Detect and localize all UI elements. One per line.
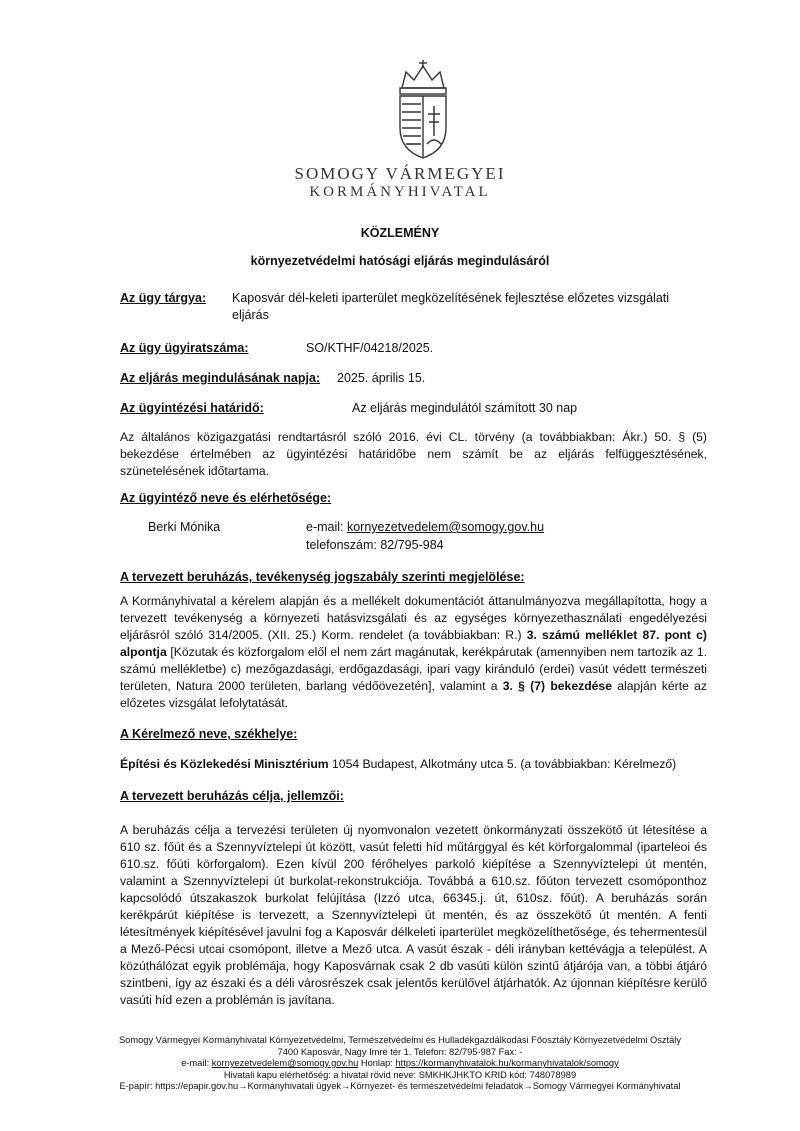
coat-of-arms-logo bbox=[380, 58, 466, 160]
institution-name-line2: KORMÁNYHIVATAL bbox=[309, 184, 491, 200]
legal-text-bold2: 3. § (7) bekezdése bbox=[502, 679, 612, 693]
footer-line3 bbox=[20, 1058, 780, 1070]
applicant-heading: A Kérelmező neve, székhelye: bbox=[120, 727, 298, 741]
footer-line4: Hivatali kapu elérhetőség: a hivatal rövid neve: SMKHKJHKTO KRID kód: 748078989 bbox=[223, 1069, 577, 1080]
institution-name-line1: SOMOGY VÁRMEGYEI bbox=[294, 164, 506, 183]
subject-value-line2: eljárás bbox=[232, 308, 269, 322]
administrator-name: Berki Mónika bbox=[148, 520, 221, 534]
footer-line2: 7400 Kaposvár, Nagy Imre tér 1. Telefon: 82/795-987 Fax: - bbox=[277, 1046, 523, 1057]
document-title: KÖZLEMÉNY bbox=[360, 226, 440, 240]
start-date-value: 2025. április 15. bbox=[337, 371, 426, 385]
applicant-name: Építési és Közlekedési Minisztérium bbox=[120, 757, 329, 771]
case-number-value: SO/KTHF/04218/2025. bbox=[306, 341, 434, 355]
administrator-email-row bbox=[306, 520, 544, 534]
legal-classification-heading: A tervezett beruházás, tevékenység jogszabály szerinti megjelölése: bbox=[120, 570, 525, 584]
footer-web-link[interactable]: https://kormanyhivatalok.hu/kormanyhivatalok/somogy bbox=[395, 1058, 619, 1068]
start-date-label: Az eljárás megindulásának napja: bbox=[120, 371, 321, 385]
footer bbox=[20, 1035, 780, 1093]
footer-web-prefix: Honlap: bbox=[358, 1058, 396, 1068]
legal-text-part3: alapján kérte az előzetes vizsgálat lefolytatását. bbox=[120, 679, 707, 710]
administrator-email-link[interactable]: kornyezetvedelem@somogy.gov.hu bbox=[346, 520, 545, 534]
email-label: e-mail: bbox=[306, 520, 347, 534]
document-subtitle: környezetvédelmi hatósági eljárás megindulásáról bbox=[250, 254, 550, 268]
administrator-heading: Az ügyintéző neve és elérhetősége: bbox=[120, 491, 332, 505]
applicant-address: 1054 Budapest, Alkotmány utca 5. (a továbbiakban: Kérelmező) bbox=[328, 757, 677, 771]
legal-classification-text bbox=[120, 593, 707, 712]
footer-line5: E-papír: https://epapir.gov.hu→Kormányhivatali ügyek→Környezet- és természetvédelmi feladatok→Somogy Vármegyei Kormányhivatal bbox=[119, 1081, 681, 1091]
deadline-value: Az eljárás megindulától számított 30 nap bbox=[352, 401, 578, 415]
purpose-heading: A tervezett beruházás célja, jellemzői: bbox=[120, 789, 344, 803]
footer-email-prefix: e-mail: bbox=[181, 1058, 212, 1068]
legal-text-part2: [Közutak és közforgalom elől el nem zárt magánutak, kerékpárutak (amennyiben nem tartozik az 1. számú mellékletbe) c) mezőgazdasági, erdőgazdasági, ipari vagy kiránduló (erdei) vasút védett természeti területen, Natura 2000 területen, barlang védőövezetén], valamint a bbox=[120, 645, 707, 693]
administrator-phone: telefonszám: 82/795-984 bbox=[306, 538, 444, 552]
subject-label: Az ügy tárgya: bbox=[120, 291, 207, 305]
legal-text-bold1: 3. számú melléklet 87. pont c) alpontja bbox=[120, 628, 707, 659]
case-number-label: Az ügy ügyiratszáma: bbox=[120, 341, 249, 355]
deadline-note: Az általános közigazgatási rendtartásról szóló 2016. évi CL. törvény (a továbbiakban: Ákr.) 50. § (5) bekezdése értelmében az ügyintézési határidőbe nem számít be az eljárás felfüggesztésének, szünetelésének időtartama. bbox=[120, 430, 707, 478]
footer-line1: Somogy Vármegyei Kormányhivatal Környezetvédelmi, Természetvédelmi és Hulladékgazdálkodási Főosztály Környezetvédelmi Osztály bbox=[118, 1035, 682, 1045]
applicant-text bbox=[120, 756, 720, 773]
legal-text-part1: A Kormányhivatal a kérelem alapján és a mellékelt dokumentációt áttanulmányozva megállapította, hogy a tervezett tevékenység a környezeti hatásvizsgálati és az egységes környezethasználati engedélyezési eljárásról szóló 314/2005. (XII. 25.) Korm. rendelet (a továbbiakban: R.) bbox=[120, 594, 707, 642]
subject-value-line1: Kaposvár dél-keleti iparterület megközelítésének fejlesztése előzetes vizsgálati bbox=[232, 291, 670, 305]
purpose-text: A beruházás célja a tervezési területen új nyomvonalon vezetett önkormányzati összekötő út létesítése a 610 sz. főút és a Szennyvíztelepi út között, vasút feletti híd műtárggyal és két körforgalommal (iparteleoi és 610.sz. főúti körforgalom). Ezen kívül 200 férőhelyes parkoló kiépítése a Szennyvíztelepi út mentén, valamint a Szennyvíztelepi út burkolat-rekonstrukciója. Továbbá a 610.sz. főúton tervezett csomóponthoz kapcsolódó útszakaszok burkolat felújítása (Izzó utca, 66345.j. út, 610sz. főút). A beruházás során kerékpárút kiépítése is tervezett, a Szennyvíztelepi út mentén, és az összekötő út mentén. A fenti létesítmények kiépítésével javulni fog a Kaposvár délkeleti iparterület megközelíthetősége, és tehermentesül a Mező-Pécsi utcai csomópont, illetve a Mező utca. A vasút észak - déli irányban kettévágja a települést. A közúthálózat egyik problémája, hogy Kaposvárnak csak 2 db vasúti külön szintű átjárója van, a többi átjáró szintbeni, így az északi és a déli városrészek csak jelentős kerülővel átjárhatók. Az újonnan kiépítésre kerülő vasúti híd ezen a problémán is javítana. bbox=[120, 823, 707, 1007]
footer-email-link[interactable]: kornyezetvedelem@somogy.gov.hu bbox=[211, 1058, 359, 1068]
deadline-label: Az ügyintézési határidő: bbox=[120, 401, 264, 415]
